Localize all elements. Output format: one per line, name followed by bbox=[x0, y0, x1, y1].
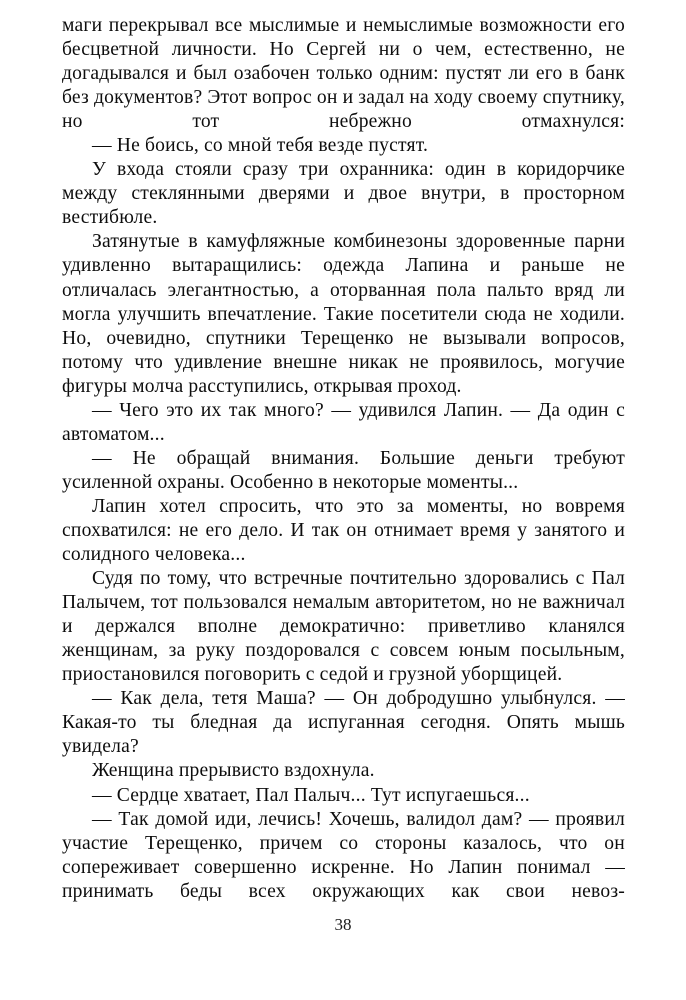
page-text-block bbox=[62, 14, 625, 904]
paragraph-dialogue: — Не обращай внимания. Большие деньги требуют усиленной охраны. Особенно в некоторые моменты... bbox=[62, 447, 625, 493]
page-number: 38 bbox=[334, 915, 352, 934]
paragraph-narrative: Лапин хотел спросить, что это за моменты, но вовремя спохватился: не его дело. И так он отнимает время у занятого и солидного человека... bbox=[62, 495, 625, 566]
paragraph-narrative: Затянутые в камуфляжные комбинезоны здоровенные парни удивленно вытаращились: одежда Лапина и раньше не отличалась элегантностью, а оторванная пола пальто вряд ли могла улучшить впечатление. Такие посетители сюда не ходили. Но, очевидно, спутники Терещенко не вызывали вопросов, потому что удивление внешне никак не проявилось, могучие фигуры молча расступились, открывая проход. bbox=[62, 231, 625, 397]
paragraph-continued: маги перекрывал все мыслимые и немыслимые возможности его бесцветной личности. Но Сергей ни о чем, естественно, не догадывался и был озабочен только одним: пустят ли его в банк без документов? Этот вопрос он и задал на ходу своему спутнику, но тот небрежно отмахнулся: bbox=[62, 15, 625, 133]
paragraph-dialogue: — Сердце хватает, Пал Палыч... Тут испугаешься... bbox=[92, 784, 530, 806]
paragraph-dialogue: — Как дела, тетя Маша? — Он добродушно улыбнулся. — Какая-то ты бледная да испуганная сегодня. Опять мышь увидела? bbox=[62, 688, 625, 758]
paragraph-narrative: У входа стояли сразу три охранника: один в коридорчике между стеклянными дверями и двое внутри, в просторном вестибюле. bbox=[62, 159, 625, 229]
paragraph-dialogue: — Не боись, со мной тебя везде пустят. bbox=[92, 135, 429, 157]
paragraph-narrative: Судя по тому, что встречные почтительно здоровались с Пал Палычем, тот пользовался немалым авторитетом, но не важничал и держался вполне демократично: приветливо кланялся женщинам, за руку поздоровался с совсем юным посыльным, приостановился поговорить с седой и грузной уборщицей. bbox=[62, 568, 625, 686]
paragraph-narrative: Женщина прерывисто вздохнула. bbox=[92, 760, 375, 782]
paragraph-dialogue-continues: — Так домой иди, лечись! Хочешь, валидол дам? — проявил участие Терещенко, причем со стороны казалось, что он сопереживает совершенно искренне. Но Лапин понимал — принимать беды всех окружающих как свои невоз- bbox=[62, 808, 625, 902]
paragraph-dialogue: — Чего это их так много? — удивился Лапин. — Да один с автоматом... bbox=[62, 399, 625, 445]
